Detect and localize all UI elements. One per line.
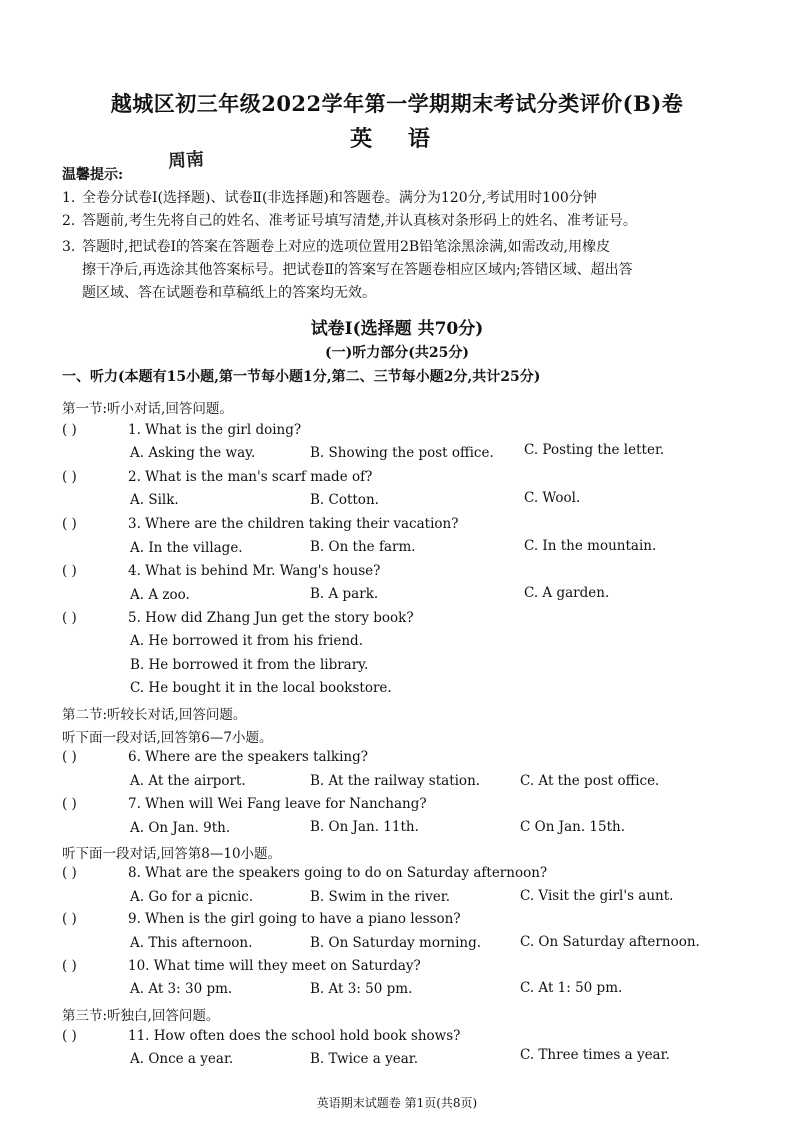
option-c: C. Posting the letter. [524, 442, 665, 458]
option-a: A. Once a year. [130, 1051, 234, 1067]
option-b: B. Cotton. [310, 492, 379, 508]
question-11 [62, 1028, 460, 1044]
question-5 [62, 610, 414, 626]
tips-label: 温馨提示: [62, 167, 124, 183]
page-footer: 英语期末试题卷 第1页(共8页) [316, 1096, 478, 1110]
option-b: B. Showing the post office. [310, 445, 494, 461]
option-a: A. In the village. [130, 540, 243, 556]
option-b: B. On the farm. [310, 539, 416, 555]
question-text: 4. What is behind Mr. Wang's house? [128, 563, 381, 579]
answer-blank[interactable]: ( ) [62, 422, 77, 438]
tip-number: 2. [62, 213, 76, 229]
tip-3 [62, 236, 702, 305]
answer-blank[interactable]: ( ) [62, 865, 77, 881]
tip-text-cont: 擦干净后,再选涂其他答案标号。把试卷Ⅱ的答案写在答题卷相应区域内;答错区域、超出答 [82, 262, 633, 278]
question-text: 8. What are the speakers going to do on Saturday afternoon? [128, 865, 548, 881]
option-b: B. At the railway station. [310, 773, 481, 789]
tip-number: 3. [62, 239, 76, 255]
instruction: 听下面一段对话,回答第6—7小题。 [62, 730, 273, 746]
option-b: B. At 3: 50 pm. [310, 981, 413, 997]
answer-blank[interactable]: ( ) [62, 749, 77, 765]
option-c: C. In the mountain. [524, 538, 657, 554]
question-3 [62, 516, 458, 532]
answer-blank[interactable]: ( ) [62, 1028, 77, 1044]
option-a: A. Asking the way. [130, 445, 256, 461]
answer-blank[interactable]: ( ) [62, 610, 77, 626]
question-7 [62, 796, 427, 812]
section-heading: 第三节:听独白,回答问题。 [62, 1008, 220, 1024]
tip-text: 答题时,把试卷Ⅰ的答案在答题卷上对应的选项位置用2B铅笔涂黑涂满,如需改动,用橡皮 [82, 239, 611, 255]
answer-blank[interactable]: ( ) [62, 563, 77, 579]
option-c: C. On Saturday afternoon. [520, 934, 700, 950]
exam-title: 越城区初三年级2022学年第一学期期末考试分类评价(B)卷 [110, 91, 684, 116]
question-2 [62, 469, 372, 485]
paper-subtitle: (一)听力部分(共25分) [325, 345, 469, 361]
tip-2 [62, 210, 702, 233]
option-a: A. Go for a picnic. [130, 889, 254, 905]
option-a: A. Silk. [130, 492, 179, 508]
section-heading: 第二节:听较长对话,回答问题。 [62, 707, 247, 723]
answer-blank[interactable]: ( ) [62, 516, 77, 532]
question-text: 11. How often does the school hold book shows? [128, 1028, 461, 1044]
answer-blank[interactable]: ( ) [62, 469, 77, 485]
question-6 [62, 749, 368, 765]
question-10 [62, 958, 421, 974]
option-b: B. A park. [310, 586, 379, 602]
question-9 [62, 911, 461, 927]
option-c: C. At 1: 50 pm. [520, 980, 623, 996]
option-a: A. At the airport. [130, 773, 246, 789]
option-b: B. On Jan. 11th. [310, 819, 419, 835]
option-b: B. He borrowed it from the library. [130, 657, 369, 673]
part-header: 一、听力(本题有15小题,第一节每小题1分,第二、三节每小题2分,共计25分) [62, 369, 541, 385]
option-a: A. At 3: 30 pm. [130, 981, 233, 997]
question-text: 10. What time will they meet on Saturday? [128, 958, 421, 974]
option-b: B. On Saturday morning. [310, 935, 482, 951]
answer-blank[interactable]: ( ) [62, 796, 77, 812]
option-c: C. A garden. [524, 585, 610, 601]
question-1 [62, 422, 301, 438]
option-c: C. Visit the girl's aunt. [520, 888, 674, 904]
question-text: 5. How did Zhang Jun get the story book? [128, 610, 414, 626]
question-text: 3. Where are the children taking their vacation? [128, 516, 459, 532]
option-c: C. Wool. [524, 490, 581, 506]
option-a: A. A zoo. [130, 587, 190, 603]
question-text: 9. When is the girl going to have a piano lesson? [128, 911, 461, 927]
tip-number: 1. [62, 190, 76, 206]
section-heading: 第一节:听小对话,回答问题。 [62, 401, 233, 417]
tip-text: 全卷分试卷Ⅰ(选择题)、试卷Ⅱ(非选择题)和答题卷。满分为120分,考试用时100分钟 [82, 190, 597, 206]
answer-blank[interactable]: ( ) [62, 911, 77, 927]
option-c: C. At the post office. [520, 773, 660, 789]
tip-text: 答题前,考生先将自己的姓名、准考证号填写清楚,并认真核对条形码上的姓名、准考证号。 [82, 213, 637, 229]
option-b: B. Twice a year. [310, 1051, 419, 1067]
option-b: B. Swim in the river. [310, 889, 451, 905]
answer-blank[interactable]: ( ) [62, 958, 77, 974]
option-a: A. On Jan. 9th. [130, 820, 231, 836]
paper-title: 试卷Ⅰ(选择题 共70分) [310, 319, 484, 339]
option-c: C On Jan. 15th. [520, 819, 626, 835]
question-4 [62, 563, 380, 579]
option-a: A. This afternoon. [130, 935, 253, 951]
tip-text-cont: 题区域、答在试题卷和草稿纸上的答案均无效。 [82, 285, 376, 301]
handwritten-note: 周南 [167, 148, 205, 173]
option-a: A. He borrowed it from his friend. [130, 633, 363, 649]
question-8 [62, 865, 547, 881]
question-text: 2. What is the man's scarf made of? [128, 469, 373, 485]
tip-1 [62, 187, 702, 210]
option-c: C. He bought it in the local bookstore. [130, 680, 392, 696]
question-text: 7. When will Wei Fang leave for Nanchang? [128, 796, 427, 812]
question-text: 1. What is the girl doing? [128, 422, 302, 438]
option-c: C. Three times a year. [520, 1047, 670, 1063]
question-text: 6. Where are the speakers talking? [128, 749, 368, 765]
instruction: 听下面一段对话,回答第8—10小题。 [62, 846, 282, 862]
subject-title: 英 语 [350, 126, 444, 152]
